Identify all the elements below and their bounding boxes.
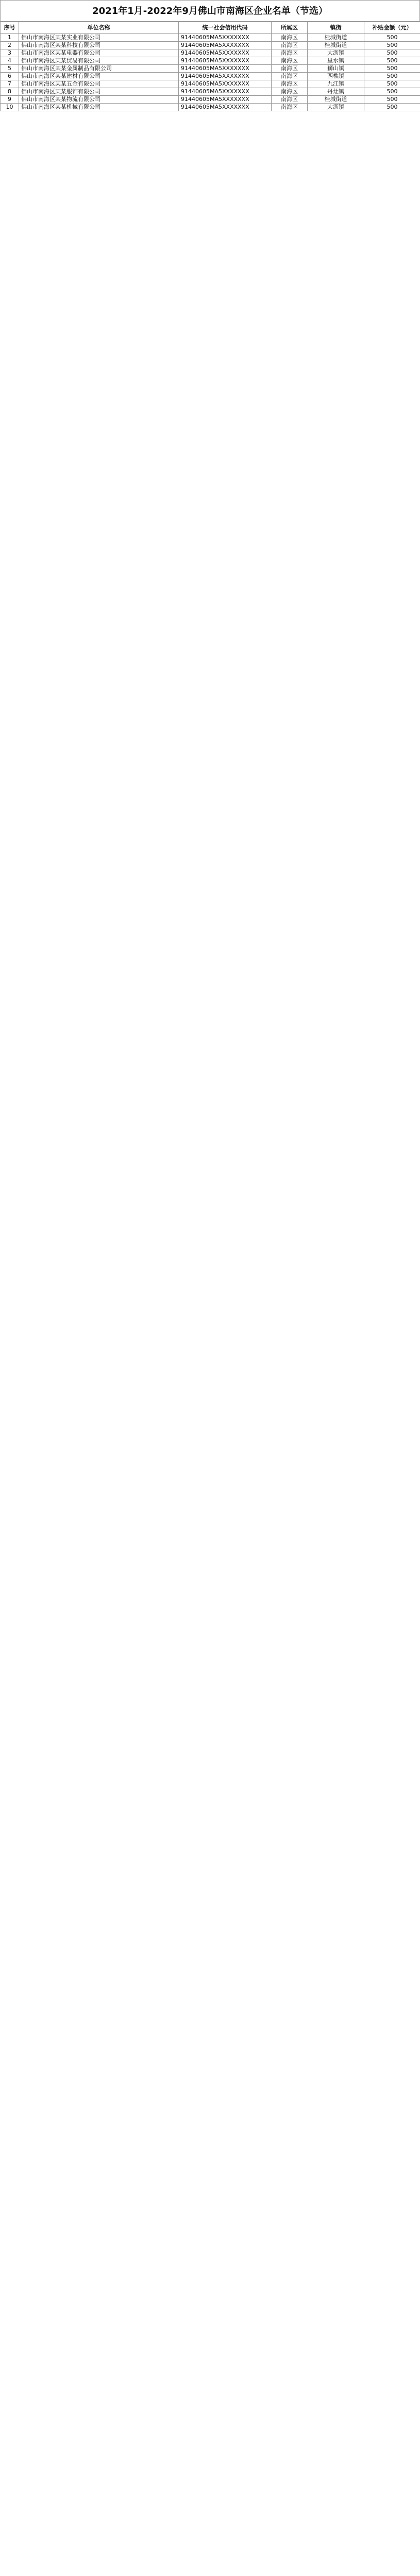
table-cell: 500 <box>364 57 420 65</box>
table-cell: 5 <box>1 65 19 73</box>
table-cell: 佛山市南海区某某建材有限公司 <box>19 73 179 80</box>
table-cell: 91440605MA5XXXXXXX <box>179 88 272 96</box>
table-row <box>1 73 420 80</box>
table-cell: 91440605MA5XXXXXXX <box>179 96 272 104</box>
table-cell: 南海区 <box>272 73 308 80</box>
table-cell: 丹灶镇 <box>308 88 364 96</box>
table-cell: 500 <box>364 88 420 96</box>
table-cell: 南海区 <box>272 42 308 49</box>
table-cell: 里水镇 <box>308 57 364 65</box>
table-cell: 南海区 <box>272 88 308 96</box>
table-row <box>1 96 420 104</box>
table-cell: 佛山市南海区某某物流有限公司 <box>19 96 179 104</box>
table-cell: 10 <box>1 104 19 111</box>
table-cell: 91440605MA5XXXXXXX <box>179 80 272 88</box>
table-cell: 500 <box>364 73 420 80</box>
table-cell: 南海区 <box>272 57 308 65</box>
table-cell: 8 <box>1 88 19 96</box>
table-cell: 91440605MA5XXXXXXX <box>179 57 272 65</box>
table-cell: 500 <box>364 65 420 73</box>
table-header-row <box>1 22 420 34</box>
table-cell: 500 <box>364 104 420 111</box>
table-cell: 91440605MA5XXXXXXX <box>179 49 272 57</box>
table-cell: 南海区 <box>272 96 308 104</box>
table-cell: 九江镇 <box>308 80 364 88</box>
table-row <box>1 104 420 111</box>
table-cell: 2 <box>1 42 19 49</box>
company-table <box>0 22 420 111</box>
table-cell: 佛山市南海区某某科技有限公司 <box>19 42 179 49</box>
table-cell: 佛山市南海区某某五金有限公司 <box>19 80 179 88</box>
table-row <box>1 57 420 65</box>
table-cell: 南海区 <box>272 65 308 73</box>
table-cell: 狮山镇 <box>308 65 364 73</box>
table-body <box>1 34 420 111</box>
header-code: 统一社会信用代码 <box>179 22 272 34</box>
table-cell: 3 <box>1 49 19 57</box>
table-cell: 9 <box>1 96 19 104</box>
table-cell: 南海区 <box>272 49 308 57</box>
table-cell: 南海区 <box>272 34 308 42</box>
table-cell: 桂城街道 <box>308 34 364 42</box>
table-cell: 大沥镇 <box>308 49 364 57</box>
table-cell: 7 <box>1 80 19 88</box>
table-cell: 91440605MA5XXXXXXX <box>179 73 272 80</box>
table-cell: 南海区 <box>272 104 308 111</box>
table-cell: 6 <box>1 73 19 80</box>
table-cell: 1 <box>1 34 19 42</box>
table-cell: 佛山市南海区某某实业有限公司 <box>19 34 179 42</box>
table-row <box>1 49 420 57</box>
table-cell: 佛山市南海区某某机械有限公司 <box>19 104 179 111</box>
table-cell: 西樵镇 <box>308 73 364 80</box>
table-cell: 佛山市南海区某某服饰有限公司 <box>19 88 179 96</box>
table-row <box>1 88 420 96</box>
header-company: 单位名称 <box>19 22 179 34</box>
table-cell: 91440605MA5XXXXXXX <box>179 42 272 49</box>
table-cell: 500 <box>364 42 420 49</box>
header-town: 镇街 <box>308 22 364 34</box>
table-cell: 500 <box>364 80 420 88</box>
header-district: 所属区 <box>272 22 308 34</box>
table-row <box>1 80 420 88</box>
table-cell: 500 <box>364 49 420 57</box>
table-cell: 500 <box>364 96 420 104</box>
table-cell: 91440605MA5XXXXXXX <box>179 65 272 73</box>
table-cell: 佛山市南海区某某金属制品有限公司 <box>19 65 179 73</box>
table-cell: 佛山市南海区某某电器有限公司 <box>19 49 179 57</box>
page-title: 2021年1月-2022年9月佛山市南海区企业名单（节选） <box>0 0 420 22</box>
table-cell: 91440605MA5XXXXXXX <box>179 104 272 111</box>
table-cell: 大沥镇 <box>308 104 364 111</box>
table-row <box>1 42 420 49</box>
table-cell: 500 <box>364 34 420 42</box>
table-cell: 91440605MA5XXXXXXX <box>179 34 272 42</box>
table-cell: 桂城街道 <box>308 42 364 49</box>
table-cell: 南海区 <box>272 80 308 88</box>
table-row <box>1 65 420 73</box>
table-row <box>1 34 420 42</box>
header-amount: 补贴金额（元） <box>364 22 420 34</box>
table-cell: 佛山市南海区某某贸易有限公司 <box>19 57 179 65</box>
table-cell: 4 <box>1 57 19 65</box>
header-index: 序号 <box>1 22 19 34</box>
table-cell: 桂城街道 <box>308 96 364 104</box>
